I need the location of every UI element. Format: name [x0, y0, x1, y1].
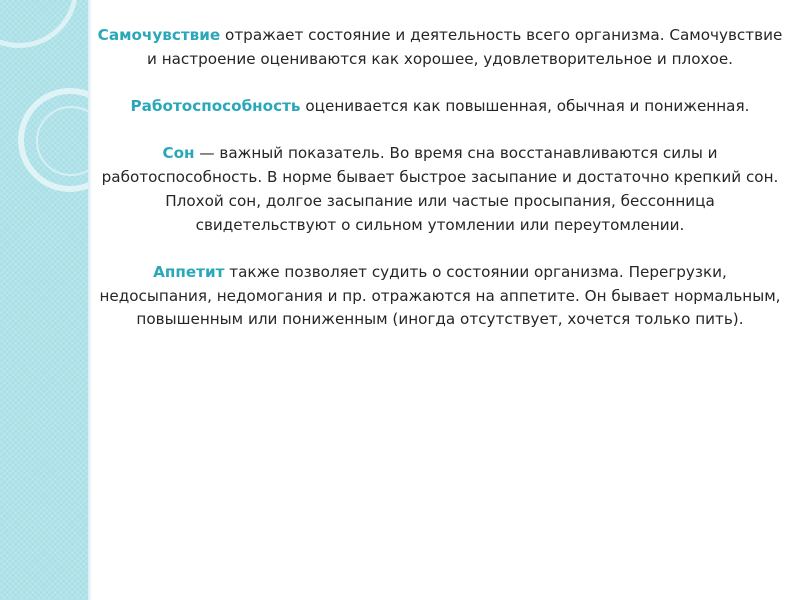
decorative-ring-top: [0, 0, 78, 48]
paragraph-appetite: [96, 261, 784, 332]
paragraph-sleep-text: — важный показатель. Во время сна восстанавливаются силы и работоспособность. В норме бывает быстрое засыпание и достаточно крепкий сон. Плохой сон, долгое засыпание или частые просыпания, бессонница свидетельствуют о сильном утомлении или переутомлении.: [101, 144, 779, 234]
paragraph-appetite-text: также позволяет судить о состоянии организма. Перегрузки, недосыпания, недомогания и пр. отражаются на аппетите. Он бывает нормальным, повышенным или пониженным (иногда отсутствует, хочется только пить).: [99, 262, 781, 329]
paragraph-wellbeing-text: отражает состояние и деятельность всего организма. Самочувствие и настроение оцениваются как хорошее, удовлетворительное и плохое.: [147, 26, 783, 68]
paragraph-sleep: [96, 142, 784, 237]
side-panel-edge: [88, 0, 92, 600]
decorative-side-panel: [0, 0, 88, 600]
paragraph-work-capacity: [96, 95, 784, 119]
term-appetite: Аппетит: [153, 262, 225, 281]
paragraph-wellbeing: [96, 24, 784, 71]
paragraph-work-capacity-text: оценивается как повышенная, обычная и пониженная.: [300, 97, 750, 116]
term-sleep: Сон: [162, 144, 195, 163]
term-work-capacity: Работоспособность: [130, 97, 301, 116]
slide-body: [96, 24, 784, 356]
term-wellbeing: Самочувствие: [97, 26, 221, 44]
